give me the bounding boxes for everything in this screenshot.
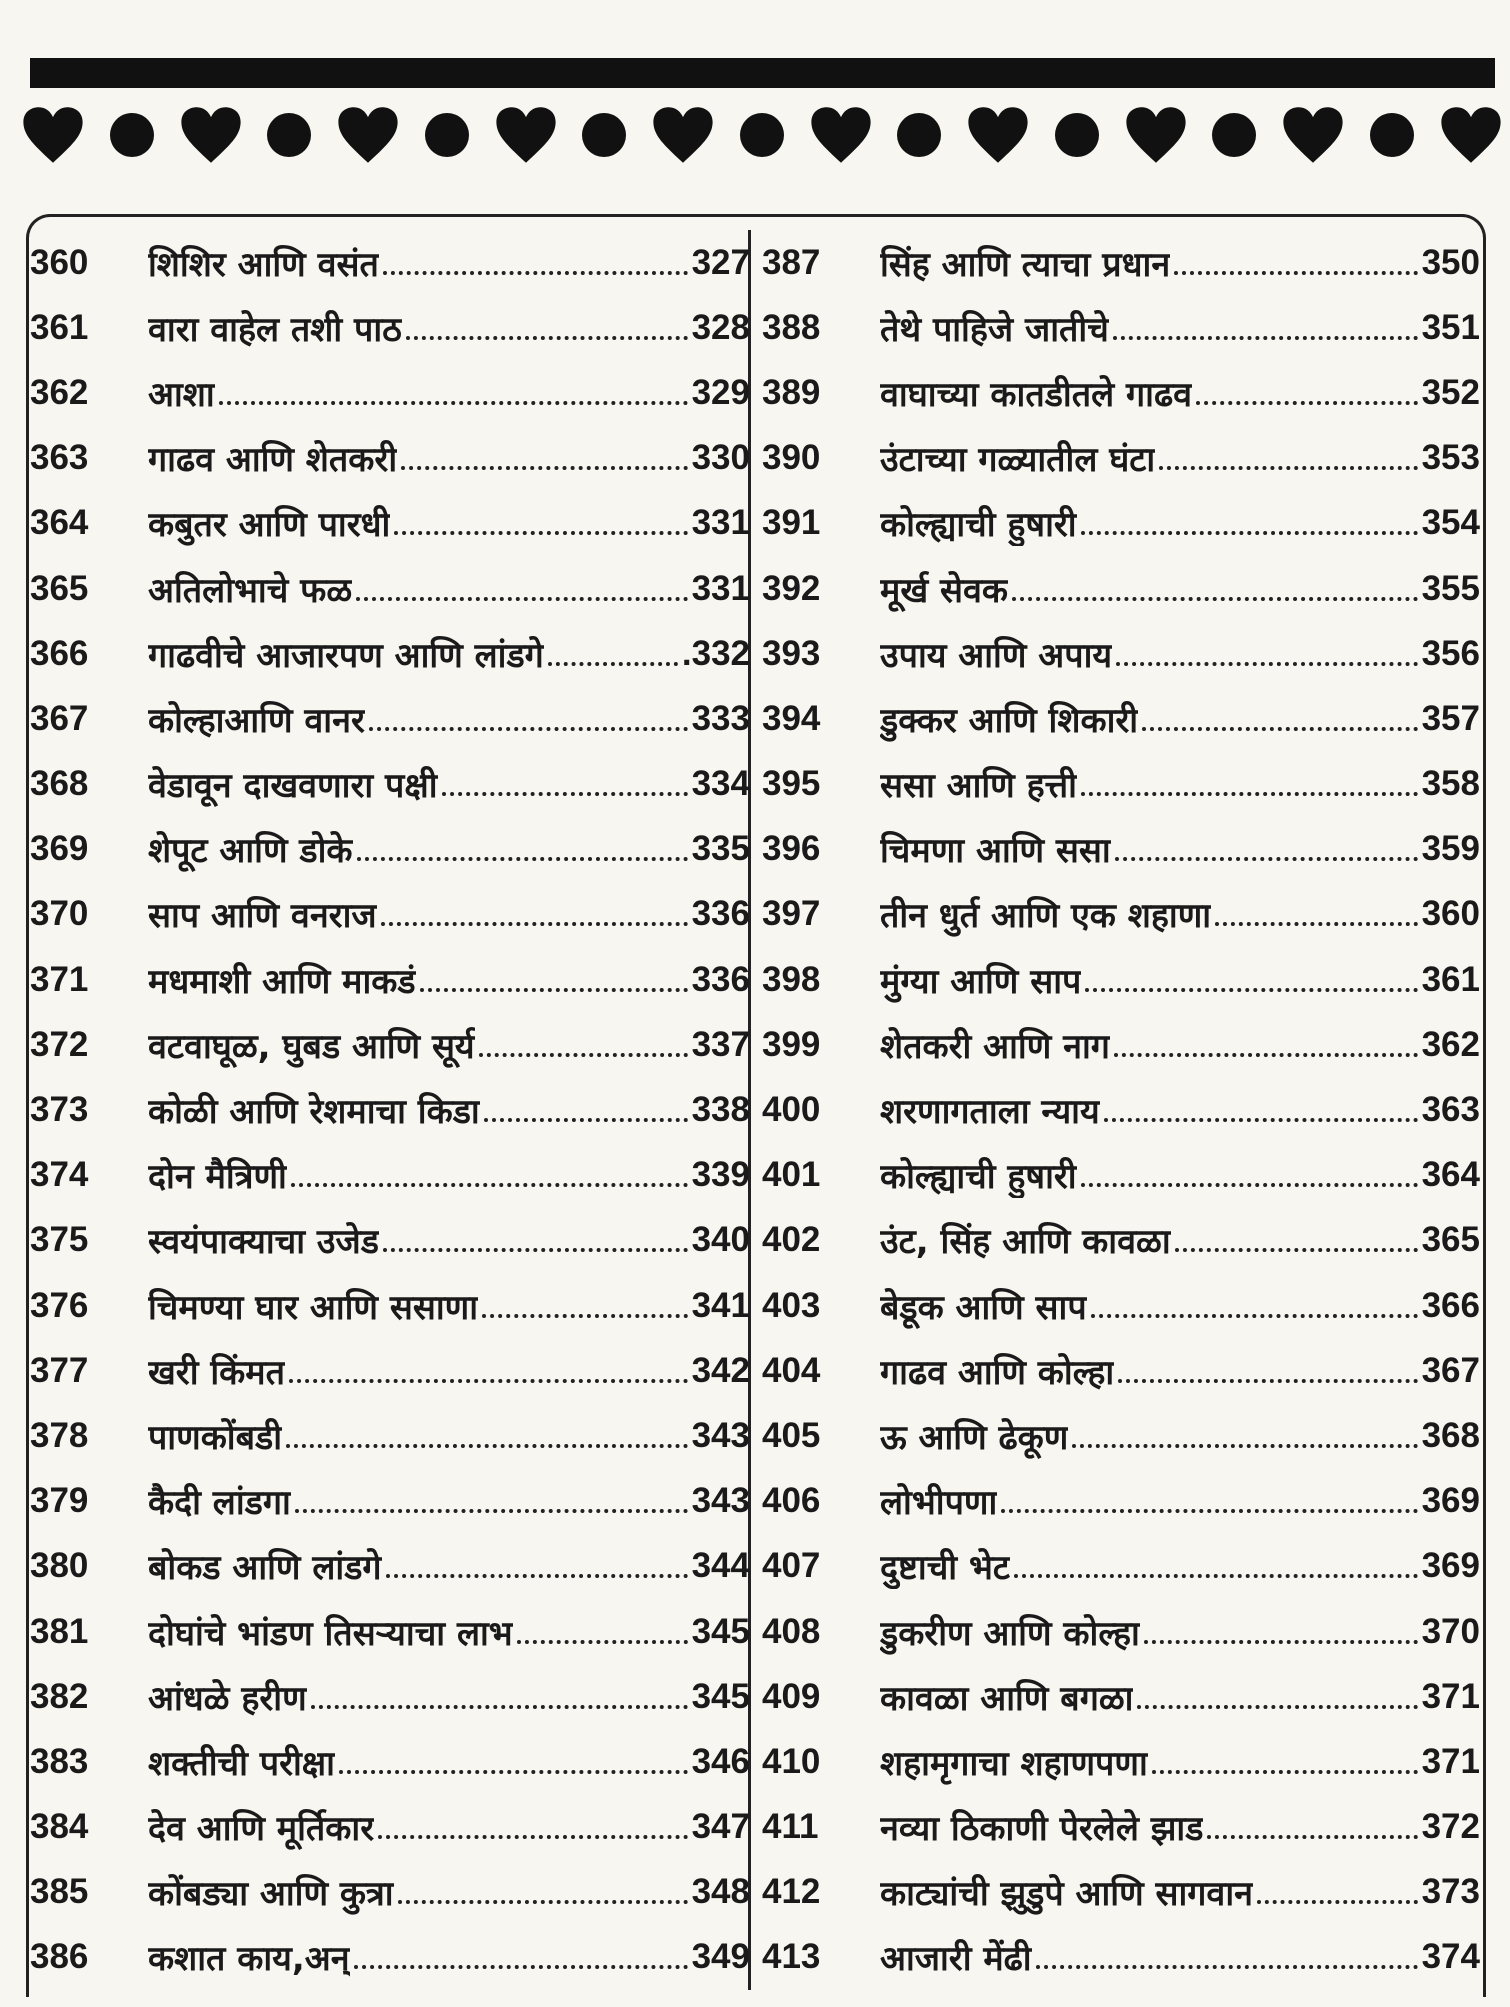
dot-icon bbox=[1370, 113, 1414, 157]
toc-entry bbox=[762, 1925, 1480, 1990]
toc-entry bbox=[762, 1599, 1480, 1664]
dot-leader bbox=[369, 727, 688, 731]
toc-entry bbox=[762, 1664, 1480, 1729]
story-title: वारा वाहेल तशी पाठ bbox=[148, 309, 402, 350]
dot-leader bbox=[1115, 857, 1418, 861]
dot-leader bbox=[356, 597, 687, 601]
page-number: 337 bbox=[691, 1024, 750, 1064]
toc-entry bbox=[762, 621, 1480, 686]
page-number: 342 bbox=[691, 1350, 750, 1390]
heart-icon bbox=[1125, 106, 1187, 164]
page-number: 358 bbox=[1421, 764, 1480, 804]
page-number: 372 bbox=[1421, 1807, 1480, 1847]
story-title: उंट, सिंह आणि कावळा bbox=[880, 1222, 1171, 1263]
page-number: 329 bbox=[691, 372, 750, 412]
toc-entry bbox=[762, 360, 1480, 425]
story-title: मूर्ख सेवक bbox=[880, 570, 1008, 611]
story-title: गाढव आणि शेतकरी bbox=[148, 440, 398, 481]
story-title: तीन धुर्त आणि एक शहाणा bbox=[880, 896, 1212, 937]
page-number: 353 bbox=[1421, 438, 1480, 478]
toc-entry bbox=[762, 817, 1480, 882]
dot-icon bbox=[267, 113, 311, 157]
dot-leader bbox=[398, 1900, 688, 1904]
story-title: वाघाच्या कातडीतले गाढव bbox=[880, 374, 1192, 415]
toc-entry bbox=[762, 556, 1480, 621]
story-title: वटवाघूळ, घुबड आणि सूर्य bbox=[148, 1026, 475, 1067]
story-title: ससा आणि हत्ती bbox=[880, 766, 1077, 807]
page-number: 349 bbox=[691, 1937, 750, 1977]
dot-leader bbox=[517, 1640, 688, 1644]
toc-entry bbox=[762, 1729, 1480, 1794]
story-title: कबुतर आणि पारधी bbox=[148, 505, 391, 546]
dot-leader bbox=[311, 1705, 688, 1709]
page-number: 330 bbox=[691, 438, 750, 478]
toc-entry bbox=[30, 1273, 750, 1338]
dot-leader bbox=[1104, 1118, 1418, 1122]
story-number: 406 bbox=[762, 1481, 821, 1521]
toc-entry bbox=[762, 1208, 1480, 1273]
story-title: काट्यांची झुडुपे आणि सागवान bbox=[880, 1874, 1253, 1915]
story-title: कावळा आणि बगळा bbox=[880, 1678, 1134, 1719]
heart-icon bbox=[1282, 106, 1344, 164]
page-number: 347 bbox=[691, 1807, 750, 1847]
page-number: 362 bbox=[1421, 1024, 1480, 1064]
toc-entry bbox=[762, 686, 1480, 751]
story-number: 410 bbox=[762, 1741, 821, 1781]
toc-entry bbox=[30, 947, 750, 1012]
story-title: सिंह आणि त्याचा प्रधान bbox=[880, 244, 1171, 285]
story-number: 377 bbox=[30, 1350, 89, 1390]
toc-entry bbox=[30, 686, 750, 751]
toc-entry bbox=[762, 1012, 1480, 1077]
story-number: 396 bbox=[762, 829, 821, 869]
heart-icon bbox=[810, 106, 872, 164]
story-title: खरी किंमत bbox=[148, 1352, 285, 1393]
dot-leader bbox=[1113, 336, 1418, 340]
toc-entry bbox=[30, 1795, 750, 1860]
page-number: 344 bbox=[691, 1546, 750, 1586]
page-number: 351 bbox=[1421, 307, 1480, 347]
story-number: 411 bbox=[762, 1807, 819, 1847]
toc-right-column bbox=[762, 230, 1480, 1990]
story-title: आशा bbox=[148, 374, 215, 415]
dot-leader bbox=[1081, 1183, 1418, 1187]
story-number: 398 bbox=[762, 959, 821, 999]
page-number: 366 bbox=[1421, 1285, 1480, 1325]
story-title: पाणकोंबडी bbox=[148, 1417, 283, 1458]
heart-icon bbox=[967, 106, 1029, 164]
story-title: उंटाच्या गळ्यातील घंटा bbox=[880, 440, 1156, 481]
dot-leader bbox=[289, 1379, 688, 1383]
page-number: 360 bbox=[1421, 894, 1480, 934]
dot-leader bbox=[1174, 271, 1417, 275]
story-number: 361 bbox=[30, 307, 89, 347]
dot-leader bbox=[1137, 1705, 1417, 1709]
story-number: 378 bbox=[30, 1415, 89, 1455]
story-number: 390 bbox=[762, 438, 821, 478]
dot-leader bbox=[1001, 1509, 1417, 1513]
page-number: 365 bbox=[1421, 1220, 1480, 1260]
page-number: 341 bbox=[691, 1285, 750, 1325]
dot-leader bbox=[442, 792, 688, 796]
toc-entry bbox=[762, 1795, 1480, 1860]
story-number: 401 bbox=[762, 1155, 821, 1195]
toc-entry bbox=[762, 1469, 1480, 1534]
page-number: 355 bbox=[1421, 568, 1480, 608]
toc-entry bbox=[30, 1403, 750, 1468]
toc-entry bbox=[30, 1534, 750, 1599]
dot-leader bbox=[484, 1118, 688, 1122]
story-title: कोल्ह्याची हुषारी bbox=[880, 505, 1077, 546]
story-title: दोघांचे भांडण तिसऱ्याचा लाभ bbox=[148, 1613, 513, 1654]
dot-leader bbox=[291, 1183, 688, 1187]
toc-entry bbox=[30, 491, 750, 556]
story-number: 380 bbox=[30, 1546, 89, 1586]
dot-leader bbox=[1012, 597, 1418, 601]
dot-icon bbox=[425, 113, 469, 157]
dot-leader bbox=[482, 1314, 688, 1318]
story-number: 407 bbox=[762, 1546, 821, 1586]
story-title: कोळी आणि रेशमाचा किडा bbox=[148, 1092, 480, 1133]
story-number: 397 bbox=[762, 894, 821, 934]
dot-leader bbox=[1116, 662, 1418, 666]
page-number: 346 bbox=[691, 1741, 750, 1781]
story-number: 399 bbox=[762, 1024, 821, 1064]
dot-leader bbox=[1114, 1053, 1418, 1057]
story-number: 360 bbox=[30, 242, 89, 282]
story-number: 389 bbox=[762, 372, 821, 412]
dot-leader bbox=[219, 401, 688, 405]
toc-entry bbox=[762, 230, 1480, 295]
page-number: .332 bbox=[681, 633, 750, 673]
dot-leader bbox=[394, 531, 687, 535]
dot-leader bbox=[1257, 1900, 1418, 1904]
story-number: 379 bbox=[30, 1481, 89, 1521]
story-number: 370 bbox=[30, 894, 89, 934]
toc-entry bbox=[30, 1143, 750, 1208]
story-number: 375 bbox=[30, 1220, 89, 1260]
story-title: दुष्टाची भेट bbox=[880, 1548, 1010, 1589]
dot-leader bbox=[286, 1444, 688, 1448]
page-number: 331 bbox=[691, 503, 750, 543]
page-number: 352 bbox=[1421, 372, 1480, 412]
page-number: 345 bbox=[691, 1676, 750, 1716]
dot-leader bbox=[383, 271, 688, 275]
page-number: 343 bbox=[691, 1415, 750, 1455]
toc-entry bbox=[30, 621, 750, 686]
story-title: बोकड आणि लांडगे bbox=[148, 1548, 382, 1589]
story-title: वेडावून दाखवणारा पक्षी bbox=[148, 766, 438, 807]
dot-leader bbox=[386, 1574, 688, 1578]
toc-entry bbox=[762, 1338, 1480, 1403]
story-number: 366 bbox=[30, 633, 89, 673]
story-number: 364 bbox=[30, 503, 89, 543]
toc-entry bbox=[762, 752, 1480, 817]
page-number: 350 bbox=[1421, 242, 1480, 282]
page-number: 364 bbox=[1421, 1155, 1480, 1195]
story-title: कोल्हाआणि वानर bbox=[148, 700, 365, 741]
story-number: 400 bbox=[762, 1090, 821, 1130]
story-number: 386 bbox=[30, 1937, 89, 1977]
story-number: 365 bbox=[30, 568, 89, 608]
toc-entry bbox=[30, 1338, 750, 1403]
story-title: डुक्कर आणि शिकारी bbox=[880, 700, 1139, 741]
page-number: 345 bbox=[691, 1611, 750, 1651]
story-number: 408 bbox=[762, 1611, 821, 1651]
heart-icon bbox=[22, 106, 84, 164]
dot-icon bbox=[897, 113, 941, 157]
story-number: 409 bbox=[762, 1676, 821, 1716]
toc-entry bbox=[30, 1599, 750, 1664]
page-number: 371 bbox=[1421, 1741, 1480, 1781]
page-number: 354 bbox=[1421, 503, 1480, 543]
story-number: 391 bbox=[762, 503, 821, 543]
toc-entry bbox=[30, 1469, 750, 1534]
toc-entry bbox=[30, 1664, 750, 1729]
page-number: 363 bbox=[1421, 1090, 1480, 1130]
story-title: शिशिर आणि वसंत bbox=[148, 244, 379, 285]
story-number: 371 bbox=[30, 959, 89, 999]
heart-icon bbox=[180, 106, 242, 164]
story-number: 373 bbox=[30, 1090, 89, 1130]
story-title: कोल्ह्याची हुषारी bbox=[880, 1157, 1077, 1198]
story-number: 393 bbox=[762, 633, 821, 673]
toc-entry bbox=[762, 882, 1480, 947]
dot-leader bbox=[1207, 1835, 1417, 1839]
story-number: 402 bbox=[762, 1220, 821, 1260]
page-number: 369 bbox=[1421, 1481, 1480, 1521]
story-title: मधमाशी आणि माकडं bbox=[148, 961, 416, 1002]
dot-leader bbox=[479, 1053, 688, 1057]
toc-entry bbox=[762, 1860, 1480, 1925]
toc-entry bbox=[762, 1403, 1480, 1468]
dot-leader bbox=[357, 857, 688, 861]
toc-entry bbox=[762, 1077, 1480, 1142]
story-title: ऊ आणि ढेकूण bbox=[880, 1417, 1069, 1458]
story-title: शरणागताला न्याय bbox=[880, 1092, 1100, 1133]
toc-entry bbox=[30, 1860, 750, 1925]
page-number: 333 bbox=[691, 698, 750, 738]
toc-entry bbox=[762, 426, 1480, 491]
toc-entry bbox=[30, 1208, 750, 1273]
dot-leader bbox=[1196, 401, 1418, 405]
story-title: उपाय आणि अपाय bbox=[880, 635, 1113, 676]
dot-icon bbox=[582, 113, 626, 157]
story-number: 392 bbox=[762, 568, 821, 608]
story-number: 369 bbox=[30, 829, 89, 869]
story-title: शेपूट आणि डोके bbox=[148, 831, 353, 872]
story-number: 413 bbox=[762, 1937, 821, 1977]
page-number: 357 bbox=[1421, 698, 1480, 738]
story-number: 376 bbox=[30, 1285, 89, 1325]
page-number: 328 bbox=[691, 307, 750, 347]
page-number: 327 bbox=[691, 242, 750, 282]
heart-icon bbox=[652, 106, 714, 164]
toc-entry bbox=[30, 360, 750, 425]
page-number: 336 bbox=[691, 894, 750, 934]
toc-entry bbox=[762, 1534, 1480, 1599]
dot-leader bbox=[1144, 1640, 1418, 1644]
page-number: 359 bbox=[1421, 829, 1480, 869]
toc-entry bbox=[762, 947, 1480, 1012]
story-number: 404 bbox=[762, 1350, 821, 1390]
story-number: 387 bbox=[762, 242, 821, 282]
page-number: 339 bbox=[691, 1155, 750, 1195]
story-title: चिमण्या घार आणि ससाणा bbox=[148, 1287, 479, 1328]
dot-leader bbox=[401, 466, 687, 470]
story-number: 374 bbox=[30, 1155, 89, 1195]
toc-entry bbox=[30, 426, 750, 491]
page-number: 343 bbox=[691, 1481, 750, 1521]
story-title: शक्तीची परीक्षा bbox=[148, 1743, 335, 1784]
story-number: 372 bbox=[30, 1024, 89, 1064]
dot-leader bbox=[420, 988, 688, 992]
page-number: 371 bbox=[1421, 1676, 1480, 1716]
dot-leader bbox=[381, 922, 688, 926]
story-number: 384 bbox=[30, 1807, 89, 1847]
toc-entry bbox=[30, 295, 750, 360]
toc-left-column bbox=[30, 230, 750, 1990]
dot-icon bbox=[740, 113, 784, 157]
story-title: मुंग्या आणि साप bbox=[880, 961, 1082, 1002]
dot-leader bbox=[406, 336, 688, 340]
story-number: 395 bbox=[762, 764, 821, 804]
dot-icon bbox=[1212, 113, 1256, 157]
dot-leader bbox=[1081, 531, 1418, 535]
story-number: 362 bbox=[30, 372, 89, 412]
story-title: शेतकरी आणि नाग bbox=[880, 1026, 1110, 1067]
story-number: 368 bbox=[30, 764, 89, 804]
story-number: 382 bbox=[30, 1676, 89, 1716]
page-number: 356 bbox=[1421, 633, 1480, 673]
toc-entry bbox=[762, 295, 1480, 360]
dot-leader bbox=[378, 1835, 687, 1839]
story-title: आंधळे हरीण bbox=[148, 1678, 307, 1719]
top-rule bbox=[30, 58, 1495, 88]
story-title: तेथे पाहिजे जातीचे bbox=[880, 309, 1109, 350]
page-number: 369 bbox=[1421, 1546, 1480, 1586]
story-number: 383 bbox=[30, 1741, 89, 1781]
toc-entry bbox=[762, 1273, 1480, 1338]
dot-leader bbox=[1072, 1444, 1417, 1448]
story-title: आजारी मेंढी bbox=[880, 1939, 1032, 1980]
story-title: कशात काय,अन् bbox=[148, 1939, 350, 1980]
dot-leader bbox=[1091, 1314, 1418, 1318]
page-number: 374 bbox=[1421, 1937, 1480, 1977]
story-title: अतिलोभाचे फळ bbox=[148, 570, 353, 611]
dot-leader bbox=[339, 1770, 688, 1774]
story-number: 394 bbox=[762, 698, 821, 738]
toc-entry bbox=[30, 1012, 750, 1077]
dot-leader bbox=[295, 1509, 688, 1513]
story-title: स्वयंपाक्याचा उजेड bbox=[148, 1222, 379, 1263]
dot-leader bbox=[383, 1248, 688, 1252]
page-number: 370 bbox=[1421, 1611, 1480, 1651]
toc-entry bbox=[762, 491, 1480, 556]
story-title: शहामृगाचा शहाणपणा bbox=[880, 1743, 1148, 1784]
page-number: 368 bbox=[1421, 1415, 1480, 1455]
dot-leader bbox=[548, 662, 678, 666]
story-number: 403 bbox=[762, 1285, 821, 1325]
page-number: 373 bbox=[1421, 1872, 1480, 1912]
dot-leader bbox=[1159, 466, 1417, 470]
toc-entry bbox=[30, 882, 750, 947]
dot-icon bbox=[110, 113, 154, 157]
story-title: लोभीपणा bbox=[880, 1483, 998, 1524]
page-number: 338 bbox=[691, 1090, 750, 1130]
toc-entry bbox=[30, 1925, 750, 1990]
heart-icon bbox=[1440, 106, 1502, 164]
story-title: डुकरीण आणि कोल्हा bbox=[880, 1613, 1140, 1654]
page-number: 367 bbox=[1421, 1350, 1480, 1390]
dot-leader bbox=[1014, 1574, 1418, 1578]
toc-entry bbox=[30, 230, 750, 295]
dot-leader bbox=[354, 1965, 688, 1969]
page-number: 335 bbox=[691, 829, 750, 869]
heart-icon bbox=[337, 106, 399, 164]
dot-leader bbox=[1085, 988, 1417, 992]
heart-icon bbox=[495, 106, 557, 164]
toc-entry bbox=[30, 556, 750, 621]
story-number: 405 bbox=[762, 1415, 821, 1455]
toc-entry bbox=[30, 1729, 750, 1794]
story-title: बेडूक आणि साप bbox=[880, 1287, 1087, 1328]
ornament-border bbox=[22, 100, 1502, 170]
page-number: 361 bbox=[1421, 959, 1480, 999]
dot-leader bbox=[1215, 922, 1417, 926]
story-number: 363 bbox=[30, 438, 89, 478]
story-number: 412 bbox=[762, 1872, 821, 1912]
dot-leader bbox=[1081, 792, 1418, 796]
story-title: चिमणा आणि ससा bbox=[880, 831, 1111, 872]
story-title: कैदी लांडगा bbox=[148, 1483, 291, 1524]
story-title: देव आणि मूर्तिकार bbox=[148, 1809, 375, 1850]
dot-leader bbox=[1036, 1965, 1418, 1969]
story-title: कोंबड्या आणि कुत्रा bbox=[148, 1874, 394, 1915]
page-number: 336 bbox=[691, 959, 750, 999]
page-number: 331 bbox=[691, 568, 750, 608]
story-title: नव्या ठिकाणी पेरलेले झाड bbox=[880, 1809, 1204, 1850]
toc-entry bbox=[30, 752, 750, 817]
page-number: 334 bbox=[691, 764, 750, 804]
story-number: 367 bbox=[30, 698, 89, 738]
story-title: दोन मैत्रिणी bbox=[148, 1157, 287, 1198]
dot-leader bbox=[1152, 1770, 1418, 1774]
toc-entry bbox=[30, 1077, 750, 1142]
story-number: 385 bbox=[30, 1872, 89, 1912]
dot-icon bbox=[1055, 113, 1099, 157]
story-number: 388 bbox=[762, 307, 821, 347]
dot-leader bbox=[1118, 1379, 1417, 1383]
story-title: गाढव आणि कोल्हा bbox=[880, 1352, 1115, 1393]
toc-entry bbox=[30, 817, 750, 882]
story-title: गाढवीचे आजारपण आणि लांडगे bbox=[148, 635, 544, 676]
dot-leader bbox=[1175, 1248, 1418, 1252]
page-number: 340 bbox=[691, 1220, 750, 1260]
toc-entry bbox=[762, 1143, 1480, 1208]
page-number: 348 bbox=[691, 1872, 750, 1912]
dot-leader bbox=[1142, 727, 1417, 731]
story-title: साप आणि वनराज bbox=[148, 896, 377, 937]
story-number: 381 bbox=[30, 1611, 89, 1651]
